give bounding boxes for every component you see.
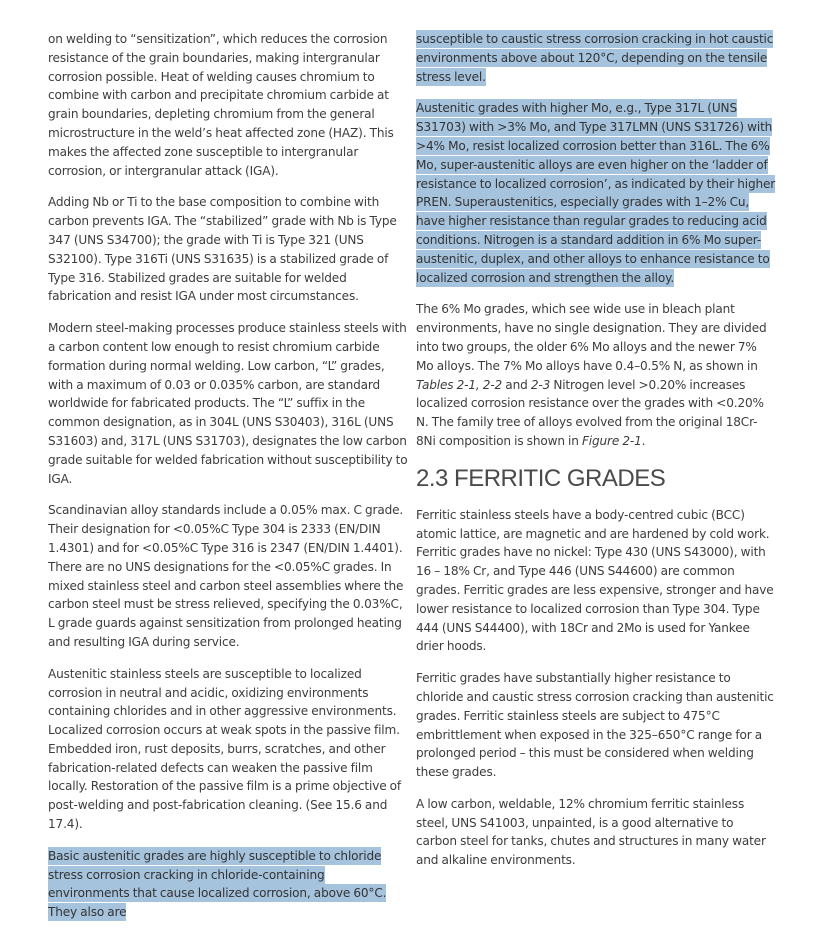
paragraph-sensitization: on welding to “sensitization”, which reduces the corrosion resistance of the grain boundaries, making intergranular corrosion possible. Heat of welding causes chromium to combine with carbon and precipitate chromium carbide at grain boundaries, depleting chromium from the general microstructure in the weld’s heat affected zone (HAZ). This makes the affected zone susceptible to intergranular corrosion, or intergranular attack (IGA).	[48, 32, 394, 178]
text-run: and	[502, 377, 531, 392]
selected-text-highlight[interactable]: Basic austenitic grades are highly susceptible to chloride stress corrosion cracking in chloride-containing environments that cause localized corrosion, above 60°C. They also are	[48, 848, 387, 920]
paragraph-scandinavian-standards: Scandinavian alloy standards include a 0.05% max. C grade. Their designation for <0.05%C Type 304 is 2333 (EN/DIN 1.4301) and for <0.05%C Type 316 is 2347 (EN/DIN 1.4401). There are no UNS designations for the <0.05%C grades. In mixed stainless steel and carbon steel assemblies where the carbon steel must be stress relieved, specifying the 0.03%C, L grade guards against sensitization from prolonged heating and resulting IGA during service.	[48, 503, 404, 649]
section-heading-ferritic-grades: 2.3 FERRITIC GRADES	[416, 464, 666, 492]
paragraph-ferritic-intro: Ferritic stainless steels have a body-centred cubic (BCC) atomic lattice, are magnetic and are hardened by cold work. Ferritic grades have no nickel: Type 430 (UNS S43000), with 16 – 18% Cr, and Type 446 (UNS S44600) are common grades. Ferritic grades are less expensive, stronger and have lower resistance to localized corrosion than Type 304. Type 444 (UNS S44400), with 18Cr and 2Mo is used for Yankee drier hoods.	[416, 507, 774, 654]
left-column	[48, 30, 408, 935]
text-run: .	[641, 433, 646, 448]
paragraph-caustic-scc[interactable]	[416, 30, 776, 86]
paragraph-12cr-ferritic: A low carbon, weldable, 12% chromium ferritic stainless steel, UNS S41003, unpainted, is a good alternative to carbon steel for tanks, chutes and structures in many water and alkaline environments.	[416, 796, 766, 868]
text-run: Nitrogen level >0.20% increases localized corrosion resistance over the grades with <0.20% N. The family tree of alloys evolved from the original 18Cr-8Ni composition is shown in	[416, 377, 764, 448]
paragraph-ferritic-scc: Ferritic grades have substantially higher resistance to chloride and caustic stress corrosion cracking than austenitic grades. Ferritic stainless steels are subject to 475°C embrittlement when exposed in the 325–650°C range for a prolonged period – this must be considered when welding these grades.	[416, 671, 774, 780]
tables-reference-link[interactable]: Tables 2-1, 2-2	[416, 377, 503, 392]
selected-text-highlight[interactable]: susceptible to caustic stress corrosion cracking in hot caustic environments above about 120°C, depending on the tensile stress level.	[416, 32, 774, 84]
selected-text-highlight[interactable]: Austenitic grades with higher Mo, e.g., Type 317L (UNS S31703) with >3% Mo, and Type 317LMN (UNS S31726) with >4% Mo, resist localized corrosion better than 316L. The 6% Mo, super-austenitic alloys are even higher on the ‘ladder of resistance to localized corrosion’, as indicated by their higher PREN. Superaustenitics, especially grades with 1–2% Cu, have higher resistance than regular grades to reducing acid conditions. Nitrogen is a standard addition in 6% Mo super-austenitic, duplex, and other alloys to enhance resistance to localized corrosion and strengthen the alloy.	[416, 101, 776, 285]
figure-reference-link[interactable]: Figure 2-1	[581, 433, 642, 448]
paragraph-chloride-scc[interactable]	[48, 847, 408, 922]
paragraph-localized-corrosion: Austenitic stainless steels are susceptible to localized corrosion in neutral and acidic, oxidizing environments containing chlorides and in other aggressive environments. Localized corrosion occurs at weak spots in the passive film. Embedded iron, rust deposits, burrs, scratches, and other fabrication-related defects can weaken the passive film locally. Restoration of the passive film is a prime objective of post-welding and post-fabrication cleaning. (See 15.6 and 17.4).	[48, 666, 402, 832]
right-column	[416, 30, 776, 883]
paragraph-6mo-grades	[416, 300, 776, 450]
paragraph-low-carbon-grades: Modern steel-making processes produce stainless steels with a carbon content low enough to resist chromium carbide formation during normal welding. Low carbon, “L” grades, with a maximum of 0.03 or 0.035% carbon, are standard worldwide for fabricated products. The “L” suffix in the common designation, as in 304L (UNS S30403), 316L (UNS S31603) and, 317L (UNS S31703), designates the low carbon grade suitable for welded fabrication without susceptibility to IGA.	[48, 321, 408, 486]
table-reference-link[interactable]: 2-3	[530, 377, 551, 392]
paragraph-stabilized-grades: Adding Nb or Ti to the base composition to combine with carbon prevents IGA. The “stabilized” grade with Nb is Type 347 (UNS S34700); the grade with Ti is Type 321 (UNS S32100). Type 316Ti (UNS S31635) is a stabilized grade of Type 316. Stabilized grades are suitable for welded fabrication and resist IGA under most circumstances.	[48, 195, 397, 304]
paragraph-higher-mo-grades[interactable]	[416, 99, 776, 287]
text-run: The 6% Mo grades, which see wide use in bleach plant environments, have no single designation. They are divided into two groups, the older 6% Mo alloys and the newer 7% Mo alloys. The 7% Mo alloys have 0.4–0.5% N, as shown in	[416, 302, 767, 373]
